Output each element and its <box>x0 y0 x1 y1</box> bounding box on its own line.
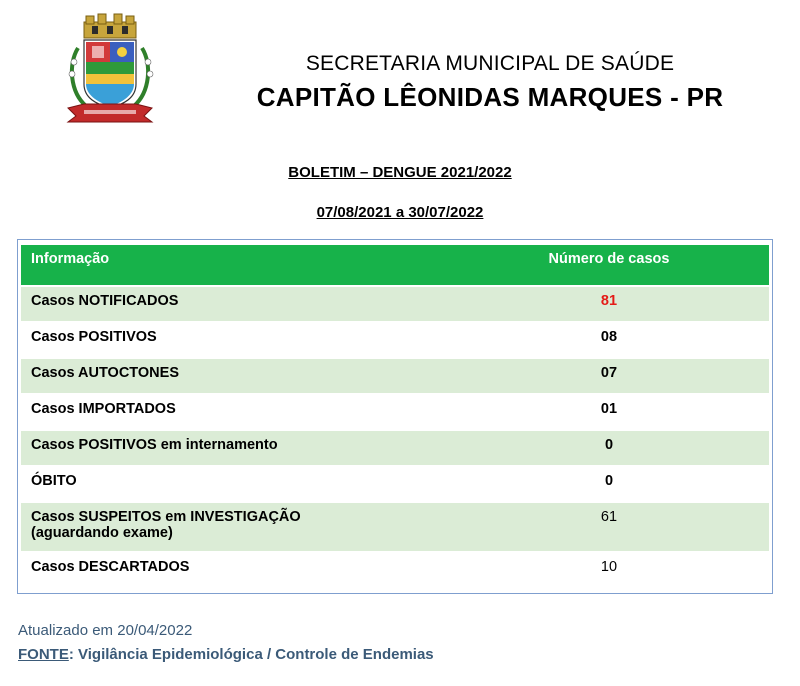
table-row <box>21 431 769 465</box>
secretariat-title: SECRETARIA MUNICIPAL DE SAÚDE <box>305 52 675 75</box>
source-label: FONTE <box>18 646 69 663</box>
source-note <box>18 646 434 663</box>
row-value: 61 <box>449 503 769 551</box>
row-value: 10 <box>600 559 618 575</box>
row-value: 07 <box>449 359 769 393</box>
row-label: Casos NOTIFICADOS <box>21 287 449 321</box>
table-header-row <box>21 245 769 285</box>
row-label-line2: (aguardando exame) <box>31 525 173 541</box>
table-row <box>21 287 769 321</box>
row-value: 81 <box>449 287 769 321</box>
row-value: 01 <box>600 401 618 417</box>
row-label: Casos POSITIVOS em internamento <box>21 431 449 465</box>
row-label: ÓBITO <box>31 473 77 489</box>
row-label: Casos DESCARTADOS <box>31 559 190 575</box>
column-header-info: Informação <box>21 245 449 285</box>
table-row <box>21 323 769 357</box>
row-value: 0 <box>604 473 614 489</box>
row-value: 0 <box>449 431 769 465</box>
bulletin-period: 07/08/2021 a 30/07/2022 <box>316 204 484 221</box>
table-row <box>21 503 769 551</box>
updated-date: Atualizado em 20/04/2022 <box>18 622 193 639</box>
cases-table-container <box>17 239 773 594</box>
row-value: 08 <box>600 329 618 345</box>
source-text: : Vigilância Epidemiológica / Controle de Endemias <box>68 646 434 663</box>
table-row <box>21 553 769 583</box>
table-row <box>21 359 769 393</box>
column-header-cases: Número de casos <box>449 245 769 285</box>
municipality-title: CAPITÃO LÊONIDAS MARQUES - PR <box>256 82 724 112</box>
table-row <box>21 467 769 501</box>
row-label: Casos IMPORTADOS <box>31 401 176 417</box>
cases-table <box>21 243 769 585</box>
bulletin-title: BOLETIM – DENGUE 2021/2022 <box>288 164 512 181</box>
table-row <box>21 395 769 429</box>
row-label-line1: Casos SUSPEITOS em INVESTIGAÇÃO <box>31 509 301 525</box>
row-label: Casos POSITIVOS <box>31 329 157 345</box>
crown-icon <box>84 14 136 38</box>
row-label: Casos AUTOCTONES <box>21 359 449 393</box>
row-label <box>21 503 449 551</box>
